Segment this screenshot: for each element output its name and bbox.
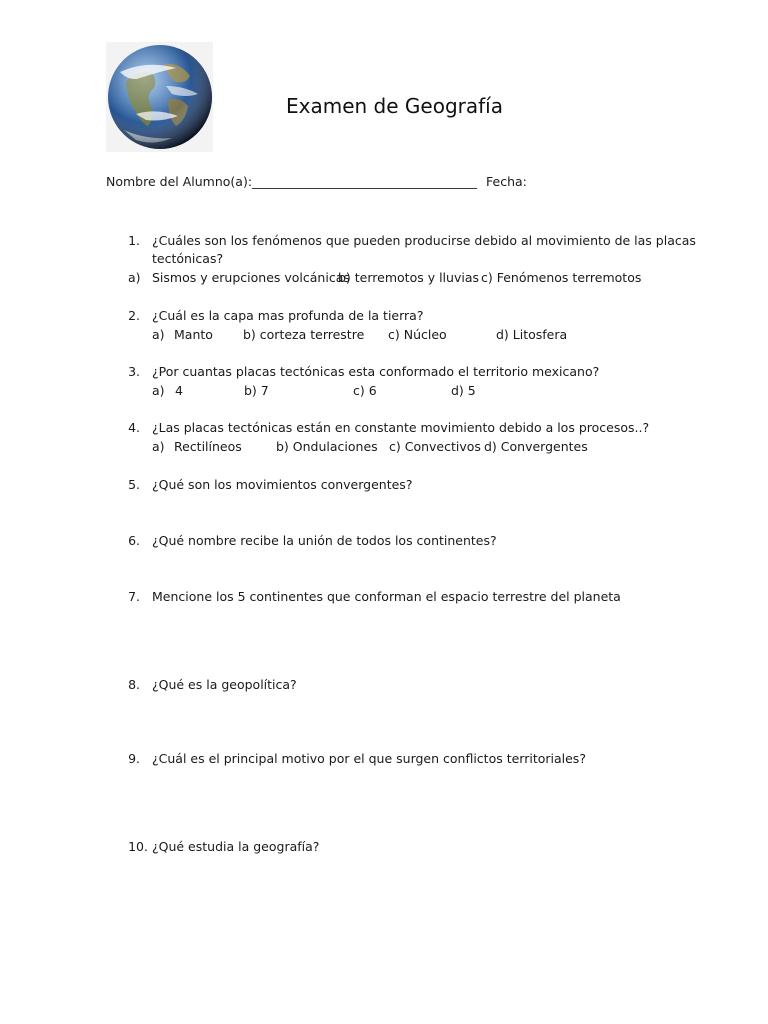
question-text: ¿Qué son los movimientos convergentes? xyxy=(152,477,413,492)
question-number: 3. xyxy=(128,364,140,379)
question-text: ¿Cuál es la capa mas profunda de la tierra? xyxy=(152,308,424,323)
option-marker: a) xyxy=(152,439,165,454)
date-label: Fecha: xyxy=(486,174,527,189)
question-text: ¿Por cuantas placas tectónicas esta conformado el territorio mexicano? xyxy=(152,364,600,379)
question-text: ¿Qué nombre recibe la unión de todos los continentes? xyxy=(152,533,497,548)
option-text: b) Ondulaciones xyxy=(276,439,378,454)
exam-title: Examen de Geografía xyxy=(286,94,503,118)
option-marker: a) xyxy=(152,383,165,398)
question-number: 6. xyxy=(128,533,140,548)
option-text: b) 7 xyxy=(244,383,269,398)
option-text: d) Litosfera xyxy=(496,327,568,342)
option-text: Sismos y erupciones volcánicas xyxy=(152,270,350,285)
question-number: 7. xyxy=(128,589,140,604)
option-text: d) Convergentes xyxy=(484,439,588,454)
question-text: Mencione los 5 continentes que conforman el espacio terrestre del planeta xyxy=(152,589,621,604)
question-number: 1. xyxy=(128,233,140,248)
question-number: 8. xyxy=(128,677,140,692)
option-text: c) Núcleo xyxy=(388,327,447,342)
option-text: 4 xyxy=(175,383,183,398)
question-text: ¿Qué estudia la geografía? xyxy=(152,839,320,854)
student-name-label: Nombre del Alumno(a): xyxy=(106,174,253,189)
question-number: 10. xyxy=(128,839,148,854)
question-number: 9. xyxy=(128,751,140,766)
option-marker: a) xyxy=(128,270,141,285)
option-text: c) 6 xyxy=(353,383,377,398)
earth-globe-icon xyxy=(106,42,213,152)
option-text: Manto xyxy=(174,327,213,342)
option-text: b) terremotos y lluvias xyxy=(338,270,479,285)
option-text: d) 5 xyxy=(451,383,476,398)
student-name-blank[interactable]: ____________________________________ xyxy=(252,174,478,189)
option-marker: a) xyxy=(152,327,165,342)
student-info-line xyxy=(106,173,527,191)
question-text: ¿Qué es la geopolítica? xyxy=(152,677,297,692)
question-number: 2. xyxy=(128,308,140,323)
option-text: c) Convectivos xyxy=(389,439,481,454)
question-number: 4. xyxy=(128,420,140,435)
question-text: ¿Cuáles son los fenómenos que pueden producirse debido al movimiento de las placas xyxy=(152,233,696,248)
option-text: c) Fenómenos terremotos xyxy=(481,270,642,285)
question-text: ¿Las placas tectónicas están en constante movimiento debido a los procesos..? xyxy=(152,420,650,435)
question-text: ¿Cuál es el principal motivo por el que surgen conflictos territoriales? xyxy=(152,751,586,766)
question-number: 5. xyxy=(128,477,140,492)
option-text: Rectilíneos xyxy=(174,439,242,454)
question-text-continued: tectónicas? xyxy=(152,251,224,266)
option-text: b) corteza terrestre xyxy=(243,327,365,342)
